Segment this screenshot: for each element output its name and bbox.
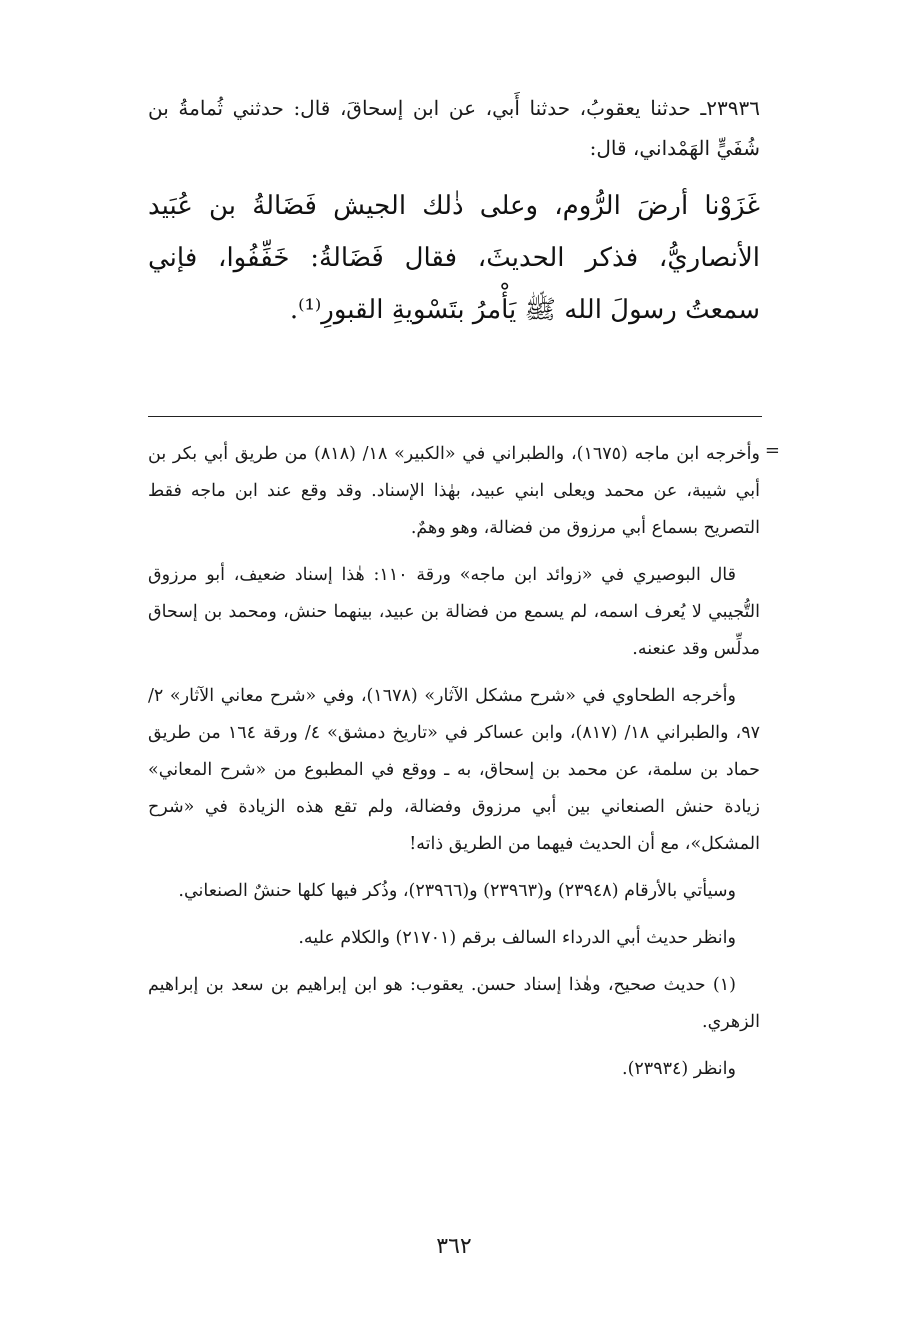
footnote-paragraph: قال البوصيري في «زوائد ابن ماجه» ورقة ١١٠: هٰذا إسناد ضعيف، أبو مرزوق التُّجيبي لا يُعرف اسمه، لم يسمع من فضالة بن عبيد، بينهما حنش، ومحمد بن إسحاق مدلِّس وقد عنعنه. <box>148 565 760 659</box>
page-number: ٣٦٢ <box>436 1234 472 1259</box>
footnote-paragraph: وأخرجه الطحاوي في «شرح مشكل الآثار» (١٦٧٨)، وفي «شرح معاني الآثار» ٢/ ٩٧، والطبراني ١٨/ (٨١٧)، وابن عساكر في «تاريخ دمشق» ٤/ ورقة ١٦٤ من طريق حماد بن سلمة، عن محمد بن إسحاق، به ـ ووقع في المطبوع من «شرح المعاني» زيادة حنش الصنعاني بين أبي مرزوق وفضالة، ولم تقع هذه الزيادة في «شرح المشكل»، مع أن الحديث فيهما من الطريق ذاته! <box>148 686 760 854</box>
footnote-paragraph: وأخرجه ابن ماجه (١٦٧٥)، والطبراني في «الكبير» ١٨/ (٨١٨) من طريق أبي بكر بن أبي شيبة، عن محمد ويعلى ابني عبيد، بهٰذا الإسناد. وقد وقع عند ابن ماجه فقط التصريح بسماع أبي مرزوق من فضالة، وهو وهمٌ. <box>148 444 760 538</box>
hadith-block <box>148 88 760 336</box>
footnote-paragraph: وسيأتي بالأرقام (٢٣٩٤٨) و(٢٣٩٦٣) و(٢٣٩٦٦)، وذُكر فيها كلها حنشٌ الصنعاني. <box>178 881 736 901</box>
footnotes <box>148 436 760 1088</box>
hadith-narration: ٢٣٩٣٦ـ حدثنا يعقوبُ، حدثنا أَبي، عن ابن إسحاقَ، قال: حدثني ثُمامةُ بن شُفَيٍّ الهَمْداني، قال: <box>148 96 760 160</box>
continuation-mark: = <box>764 440 780 461</box>
hadith-matn: غَزَوْنا أرضَ الرُّوم، وعلى ذٰلك الجيش فَضَالةُ بن عُبَيد الأنصاريُّ، فذكر الحديثَ، فقال فَضَالةُ: خَفِّفُوا، فإني سمعتُ رسولَ الله ﷺ يَأْمرُ بتَسْويةِ القبورِ⁽¹⁾. <box>148 191 760 325</box>
footnote-divider <box>148 416 762 417</box>
footnote-paragraph: وانظر حديث أبي الدرداء السالف برقم (٢١٧٠١) والكلام عليه. <box>298 928 736 948</box>
footnote-1: (١) حديث صحيح، وهٰذا إسناد حسن. يعقوب: هو ابن إبراهيم بن سعد بن إبراهيم الزهري. <box>148 975 760 1032</box>
footnote-1-see-also: وانظر (٢٣٩٣٤). <box>622 1059 736 1079</box>
